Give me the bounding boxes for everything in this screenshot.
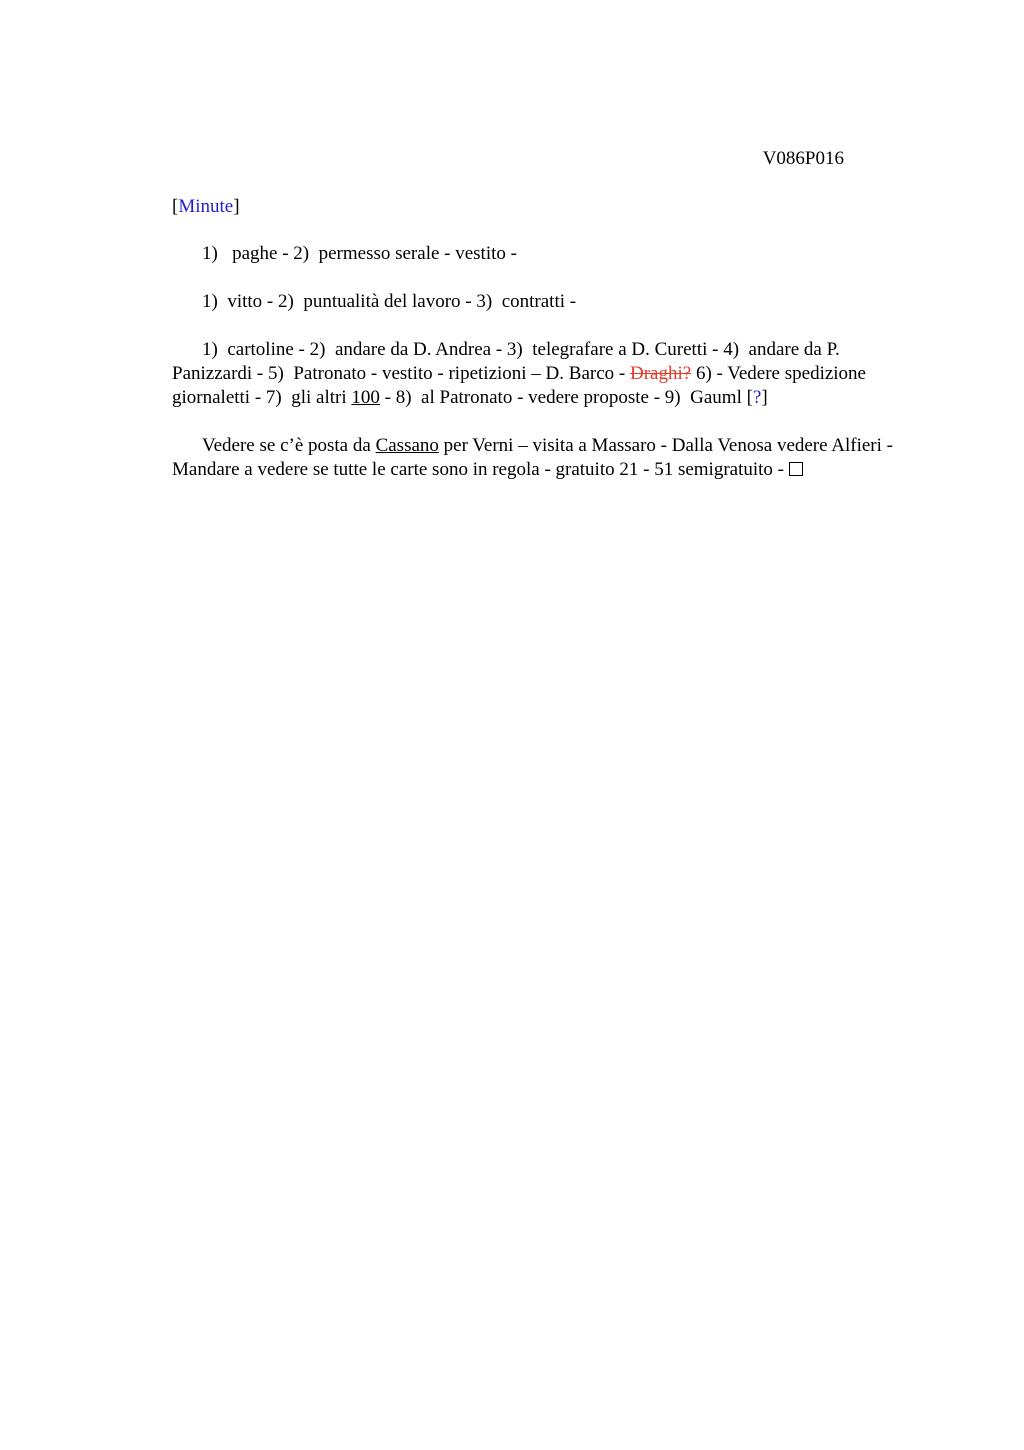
heading-label: Minute (178, 196, 234, 217)
paragraph-3-part-b: 6) - Vedere spedizione giornaletti - 7) gli altri (172, 363, 866, 408)
document-body (172, 196, 912, 506)
note-paragraph-4 (172, 434, 912, 482)
heading-bracket-close: ] (233, 196, 240, 217)
underlined-place-name: Cassano (375, 435, 439, 456)
heading-bracket-open: [ (172, 196, 179, 217)
document-id: V086P016 (762, 148, 844, 169)
underlined-number: 100 (351, 387, 380, 408)
struck-word: Draghi? (629, 363, 692, 384)
end-box-icon (789, 462, 803, 476)
note-paragraph-2: 1) vitto - 2) puntualità del lavoro - 3) contratti - (202, 291, 577, 312)
section-heading (172, 196, 912, 218)
paragraph-3-part-a: 1) cartoline - 2) andare da D. Andrea - 3) telegrafare a D. Curetti - 4) andare da P. Panizzardi - 5) Patronato - vestito - ripetizioni – D. Barco - (172, 339, 840, 384)
paragraph-3-part-d: ] (761, 387, 768, 408)
paragraph-4-part-a: Vedere se c’è posta da (202, 435, 376, 456)
paragraph-3-part-c: - 8) al Patronato - vedere proposte - 9) Gauml [ (379, 387, 753, 408)
uncertain-reading-mark: ? (752, 387, 762, 408)
note-paragraph-3 (172, 338, 912, 410)
note-paragraph-1: 1) paghe - 2) permesso serale - vestito - (202, 243, 517, 264)
paragraph-4-part-b: per Verni – visita a Massaro - Dalla Venosa vedere Alfieri - Mandare a vedere se tutte le carte sono in regola - gratuito 21 - 51 semigratuito - (172, 435, 893, 480)
